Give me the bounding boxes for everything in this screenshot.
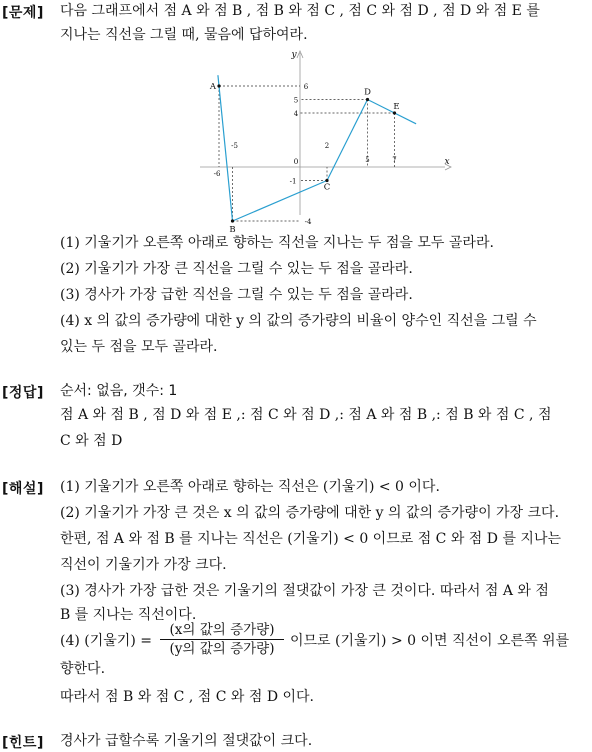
question-4-cont: 있는 두 점을 모두 골라라. <box>60 339 218 355</box>
y-tick-label-1: 5 <box>293 96 299 105</box>
problem-intro-line-2: 지나는 직선을 그릴 때, 물음에 답하여라. <box>60 27 308 43</box>
point-D <box>366 98 369 101</box>
point-A <box>217 84 220 87</box>
x-tick-label-3: 5 <box>365 156 370 164</box>
question-4: (4) x 의 값의 증가량에 대한 y 의 값의 증가량의 비율이 양수인 직선을 그릴 수 <box>60 313 537 329</box>
x-tick-label-1: -5 <box>231 142 238 150</box>
fraction-numerator: (x의 값의 증가량) <box>169 622 275 638</box>
point-label-E: E <box>393 102 400 112</box>
explanation-line-7-suffix: 이므로 (기울기) > 0 이면 직선이 오른쪽 위를 <box>290 633 570 649</box>
problem-label: [문제] <box>2 5 44 21</box>
x-tick-label-2: 2 <box>324 142 330 150</box>
point-label-D: D <box>364 87 371 98</box>
fraction-denominator: (y의 값의 증가량) <box>169 641 275 657</box>
explanation-line-7-prefix: (4) (기울기) = <box>60 633 152 649</box>
x-tick-label-4: 7 <box>392 156 397 164</box>
explanation-label: [해설] <box>2 481 44 497</box>
hint-text: 경사가 급할수록 기울기의 절댓값이 크다. <box>60 733 313 749</box>
y-tick-label-0: 6 <box>303 83 309 91</box>
fraction-bar <box>160 639 284 640</box>
hint-label: [힌트] <box>2 735 44 751</box>
question-1: (1) 기울기가 오른쪽 아래로 향하는 직선을 지나는 두 점을 모두 골라라. <box>60 235 494 251</box>
point-label-A: A <box>209 82 217 92</box>
point-B <box>231 219 234 222</box>
answer-line-1: 점 A 와 점 B , 점 D 와 점 E ,: 점 C 와 점 D ,: 점 A 와 점 B ,: 점 B 와 점 C , 점 <box>60 407 552 423</box>
explanation-line-1: (1) 기울기가 오른쪽 아래로 향하는 직선은 (기울기) < 0 이다. <box>60 479 440 495</box>
segment-BC <box>233 181 328 222</box>
explanation-line-9: 따라서 점 B 와 점 C , 점 C 와 점 D 이다. <box>60 689 315 705</box>
y-tick-label-4: -4 <box>304 218 312 226</box>
explanation-line-6: B 를 지나는 직선이다. <box>60 607 197 623</box>
point-label-B: B <box>229 225 236 235</box>
segment-CD <box>324 100 368 181</box>
coordinate-graph <box>200 45 460 235</box>
y-tick-label-2: 4 <box>293 110 299 118</box>
explanation-line-2: (2) 기울기가 가장 큰 것은 x 의 값의 증가량에 대한 y 의 값의 증가량이 가장 크다. <box>60 505 560 521</box>
x-tick-label-0: -6 <box>213 170 221 178</box>
problem-intro-line-1: 다음 그래프에서 점 A 와 점 B , 점 B 와 점 C , 점 C 와 점 D , 점 D 와 점 E 를 <box>60 3 540 19</box>
segment-DE <box>368 100 417 124</box>
question-3: (3) 경사가 가장 급한 직선을 그릴 수 있는 두 점을 골라라. <box>60 287 413 303</box>
y-axis-label: y <box>291 50 297 60</box>
answer-label: [정답] <box>2 385 44 401</box>
x-axis-label: x <box>444 157 450 167</box>
point-label-C: C <box>323 182 331 193</box>
explanation-line-4: 직선이 기울기가 가장 크다. <box>60 557 227 573</box>
y-tick-label-3: -1 <box>289 177 297 186</box>
explanation-line-8: 향한다. <box>60 661 106 677</box>
explanation-line-5: (3) 경사가 가장 급한 것은 기울기의 절댓값이 가장 큰 것이다. 따라서 점 A 와 점 <box>60 583 549 599</box>
slope-fraction <box>160 622 284 657</box>
origin-label: 0 <box>293 157 299 166</box>
answer-line-2: C 와 점 D <box>60 433 123 449</box>
answer-meta: 순서: 없음, 갯수: 1 <box>60 383 178 399</box>
explanation-line-3: 한편, 점 A 와 점 B 를 지나는 직선은 (기울기) < 0 이므로 점 C 와 점 D 를 지나는 <box>60 531 561 547</box>
question-2: (2) 기울기가 가장 큰 직선을 그릴 수 있는 두 점을 골라라. <box>60 261 413 277</box>
